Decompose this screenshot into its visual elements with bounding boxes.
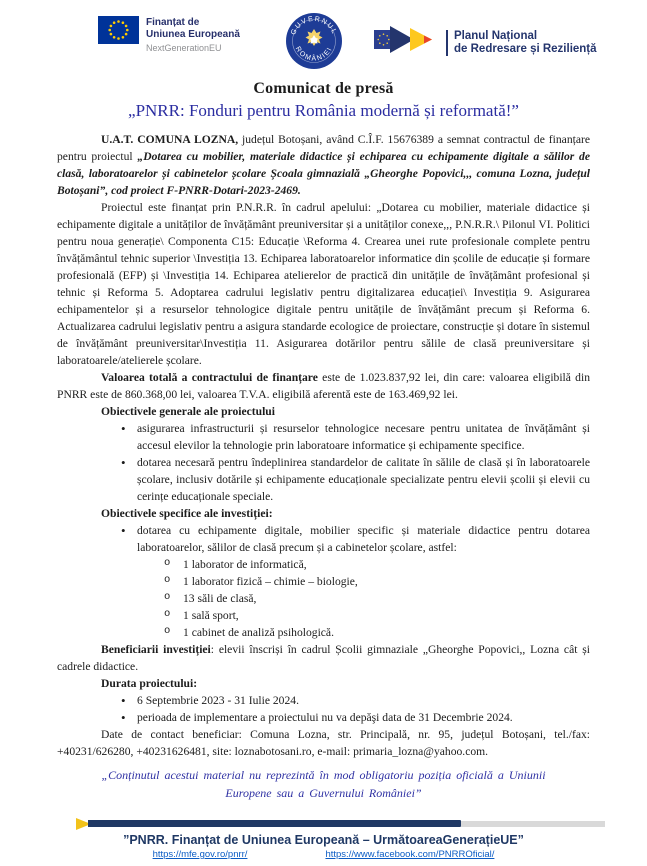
paragraph-contract [57, 131, 590, 199]
eu-funding-text [146, 16, 240, 54]
equipment-item: o 1 cabinet de analiză psihologică. [57, 624, 590, 641]
paragraph-contact: Date de contact beneficiar: Comuna Lozna, str. Principală, nr. 95, județul Botoșani, tel./fax: +40231/626280, +40231626481, site: loznabotosani.ro, e-mail: primaria_lozna@yahoo.com. [57, 728, 590, 758]
heading-general-objectives: Obiectivele generale ale proiectului [101, 405, 275, 418]
specific-objective-item: • dotarea cu echipamente digitale, mobilier specific și materiale didactice pentru dotarea laboratoarelor, sălilor de clasă precum și a cabinetelor școlare, astfel: [57, 522, 590, 556]
eu-funding-line2: Uniunea Europeană [146, 29, 240, 40]
footer [0, 817, 647, 860]
heading-duration: Durata proiectului: [101, 677, 198, 690]
total-value-label: Valoarea totală a contractului de finanțare [101, 371, 318, 384]
footer-slogan: ”PNRR. Finanțat de Uniunea Europeană – UrmătoareaGenerațieUE” [123, 833, 524, 847]
eu-disclaimer-line1: „Conținutul acestui material nu reprezintă în mod obligatoriu poziția oficială a Uniunii [101, 768, 546, 782]
pnrr-arrows-icon [374, 20, 440, 65]
beneficiary-name: U.A.T. COMUNA LOZNA, [101, 133, 239, 146]
equipment-item: o 1 sală sport, [57, 607, 590, 624]
pnrr-logo-line1: Planul Național [454, 29, 538, 42]
footer-divider-bar [76, 817, 605, 831]
footer-bar-gray [461, 821, 605, 827]
general-objective-item: • dotarea necesară pentru îndeplinirea standardelor de calitate în sălile de clasă și în laboratoarele școlare, inclusiv dotările și echipamente educaționale specializate pentru elevii școlii și elevii cu cerințe educaționale speciale. [57, 454, 590, 505]
gov-logo-bottom-text: ROMÂNIEI [293, 45, 335, 63]
footer-bar-navy [88, 820, 461, 827]
document-body [57, 131, 590, 760]
eu-funding-line3: NextGenerationEU [146, 43, 222, 53]
paragraph-total-value [57, 369, 590, 403]
paragraph-beneficiaries [57, 641, 590, 675]
pnrr-logo-text [446, 30, 597, 56]
beneficiaries-label: Beneficiarii investiției [101, 643, 211, 656]
facebook-pnrr-link[interactable]: https://www.facebook.com/PNRROficial/ [325, 849, 495, 860]
mfe-pnrr-link[interactable]: https://mfe.gov.ro/pnrr/ [152, 849, 248, 860]
equipment-item: o 13 săli de clasă, [57, 590, 590, 607]
project-title: „Dotarea cu mobilier, materiale didactice și echiparea cu echipamente digitale a sălilor de clasă, laboratoarelor și cabinetelor școlare Școala gimnazială „Gheorghe Popovici,,, comuna Lozna, județul Botoșani”, cod proiect F-PNRR-Dotari-2023-2469. [57, 150, 590, 197]
footer-links [0, 849, 647, 860]
contract-intro-text: județul Botoșani, având C.Î.F. 15676389 a semnat contractul de finanțare pentru proiectul [57, 133, 590, 163]
eu-funding-line1: Finanțat de [146, 17, 200, 28]
paragraph-funding-call: Proiectul este finanțat prin P.N.R.R. în cadrul apelului: „Dotarea cu mobilier, materiale didactice și echipamente digitale a unităților de învățământ preuniversitar și a unităților conexe,,, P.N.R.R.\ Pilonul VI. Politici pentru noua generație\ Componenta C15: Educație \Reforma 4. Crearea unei rute profesionale complete pentru învățământul tehnic superior \Investiția 13. Echiparea laboratoarelor informatice din școlile de educație și formare profesională (EFP) și \Investiția 14. Echiparea atelierelor de practică din unitățile de învățământ profesional și tehnic și Reforma 5. Adoptarea cadrului legislativ pentru digitalizarea educației\ Investiția 9. Asigurarea echipamentelor și a resurselor tehnologice digitale pentru unitățile de învățământ precum și Reforma 6. Actualizarea cadrului legislativ pentru a asigura standarde ecologice de proiectare, construcție și dotare în sistemul de învățământ preuniversitar\Investiția 11. Asigurarea dotărilor pentru sălile de clasă preuniversitare și laboratoarele/atelierele școlare. [57, 201, 590, 367]
general-objective-item: • asigurarea infrastructurii și resurselor tehnologice necesare pentru unitatea de învățământ și accesul elevilor la tehnologie prin laboratoare informatice și echipamente specifice. [57, 420, 590, 454]
eu-disclaimer [40, 766, 607, 802]
total-value-text: este de 1.023.837,92 lei, din care: valoarea eligibilă din PNRR este de 860.368,00 lei, valoarea T.V.A. eligibilă aferentă este de 163.469,92 lei. [57, 371, 590, 401]
document-title: Comunicat de presă [253, 80, 394, 97]
duration-item: • 6 Septembrie 2023 - 31 Iulie 2024. [57, 692, 590, 709]
eu-flag-icon [98, 16, 139, 49]
gov-logo-top-text: GUVERNUL [290, 15, 338, 37]
eu-funding-logo [98, 16, 240, 54]
equipment-item: o 1 laborator de informatică, [57, 556, 590, 573]
guvernul-romaniei-logo [285, 12, 343, 75]
document-subtitle: „PNRR: Fonduri pentru România modernă și reformată!” [128, 101, 519, 120]
eu-disclaimer-line2: Europene sau a Guvernului României” [225, 786, 422, 800]
duration-item: • perioada de implementare a proiectului nu va depăşi data de 31 Decembrie 2024. [57, 709, 590, 726]
heading-specific-objectives: Obiectivele specifice ale investiției: [101, 507, 273, 520]
pnrr-logo [374, 20, 597, 65]
header-logos [0, 12, 647, 76]
equipment-item: o 1 laborator fizică – chimie – biologie, [57, 573, 590, 590]
pnrr-logo-line2: de Redresare și Reziliență [454, 42, 597, 55]
beneficiaries-text: : elevii înscriși în cadrul Școlii gimnaziale „Gheorghe Popovici,, Lozna cât și cadrele didactice. [57, 643, 590, 673]
